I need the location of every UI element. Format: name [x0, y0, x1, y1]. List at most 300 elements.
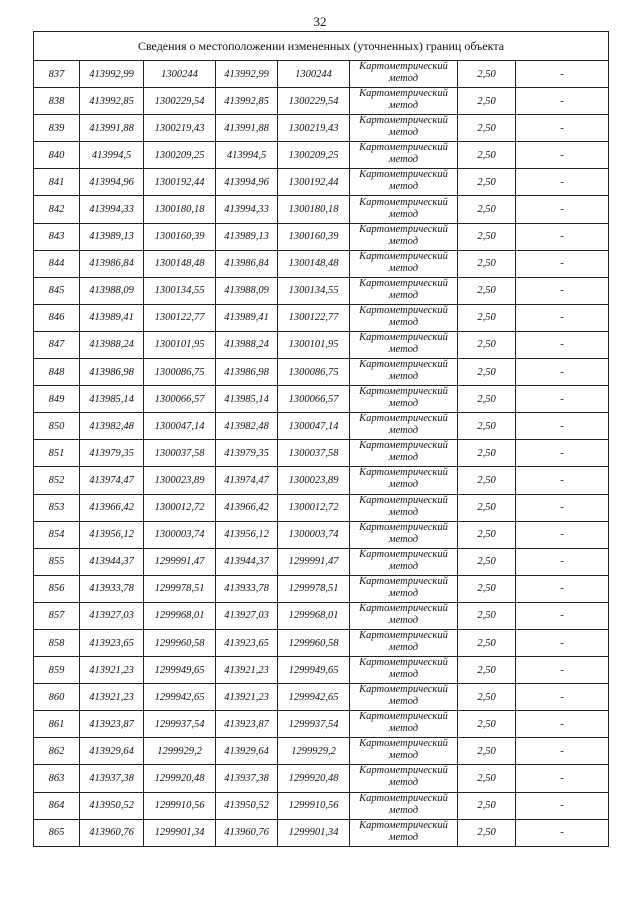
- method-cell: [350, 88, 458, 115]
- table-row: [34, 413, 609, 440]
- x-new-cell: 413994,33: [216, 196, 278, 223]
- point-number-cell: 860: [34, 684, 80, 711]
- y-new-cell: 1300160,39: [278, 223, 350, 250]
- method-line-1: Картометрический: [359, 196, 448, 208]
- y-existing-cell: 1300122,77: [144, 304, 216, 331]
- point-number-cell: 863: [34, 765, 80, 792]
- method-line-2: метод: [388, 127, 419, 139]
- accuracy-cell: 2,50: [458, 684, 516, 711]
- y-existing-cell: 1299929,2: [144, 738, 216, 765]
- x-existing-cell: 413937,38: [80, 765, 144, 792]
- description-cell: -: [516, 223, 609, 250]
- accuracy-cell: 2,50: [458, 467, 516, 494]
- method-line-1: Картометрический: [359, 765, 448, 777]
- method-line-1: Картометрический: [359, 711, 448, 723]
- method-line-2: метод: [388, 100, 419, 112]
- table-row: [34, 629, 609, 656]
- point-number-cell: 862: [34, 738, 80, 765]
- description-cell: -: [516, 386, 609, 413]
- point-number-cell: 856: [34, 575, 80, 602]
- method-line-1: Картометрический: [359, 331, 448, 343]
- table-row: [34, 467, 609, 494]
- point-number-cell: 840: [34, 142, 80, 169]
- y-new-cell: 1300122,77: [278, 304, 350, 331]
- table-row: [34, 304, 609, 331]
- x-existing-cell: 413986,84: [80, 250, 144, 277]
- y-new-cell: 1299978,51: [278, 575, 350, 602]
- y-existing-cell: 1299920,48: [144, 765, 216, 792]
- x-new-cell: 413989,41: [216, 304, 278, 331]
- description-cell: -: [516, 413, 609, 440]
- method-cell: [350, 61, 458, 88]
- table-row: [34, 657, 609, 684]
- x-existing-cell: 413921,23: [80, 657, 144, 684]
- method-cell: [350, 521, 458, 548]
- x-new-cell: 413991,88: [216, 115, 278, 142]
- accuracy-cell: 2,50: [458, 142, 516, 169]
- point-number-cell: 847: [34, 331, 80, 358]
- y-existing-cell: 1299991,47: [144, 548, 216, 575]
- table-row: [34, 494, 609, 521]
- accuracy-cell: 2,50: [458, 359, 516, 386]
- y-existing-cell: 1300148,48: [144, 250, 216, 277]
- point-number-cell: 848: [34, 359, 80, 386]
- description-cell: -: [516, 548, 609, 575]
- accuracy-cell: 2,50: [458, 61, 516, 88]
- method-cell: [350, 223, 458, 250]
- y-new-cell: 1300003,74: [278, 521, 350, 548]
- point-number-cell: 845: [34, 277, 80, 304]
- y-existing-cell: 1300244: [144, 61, 216, 88]
- accuracy-cell: 2,50: [458, 521, 516, 548]
- point-number-cell: 854: [34, 521, 80, 548]
- y-existing-cell: 1300066,57: [144, 386, 216, 413]
- accuracy-cell: 2,50: [458, 657, 516, 684]
- x-new-cell: 413950,52: [216, 792, 278, 819]
- x-existing-cell: 413966,42: [80, 494, 144, 521]
- x-new-cell: 413992,85: [216, 88, 278, 115]
- method-line-2: метод: [388, 452, 419, 464]
- method-line-2: метод: [388, 262, 419, 274]
- table-row: [34, 738, 609, 765]
- accuracy-cell: 2,50: [458, 575, 516, 602]
- accuracy-cell: 2,50: [458, 792, 516, 819]
- table-row: [34, 440, 609, 467]
- method-cell: [350, 765, 458, 792]
- x-existing-cell: 413988,09: [80, 277, 144, 304]
- y-new-cell: 1299949,65: [278, 657, 350, 684]
- description-cell: -: [516, 684, 609, 711]
- method-cell: [350, 331, 458, 358]
- method-cell: [350, 657, 458, 684]
- description-cell: -: [516, 521, 609, 548]
- x-new-cell: 413921,23: [216, 684, 278, 711]
- x-existing-cell: 413992,85: [80, 88, 144, 115]
- method-cell: [350, 440, 458, 467]
- y-existing-cell: 1299968,01: [144, 602, 216, 629]
- y-existing-cell: 1300037,58: [144, 440, 216, 467]
- method-line-1: Картометрический: [359, 61, 448, 73]
- description-cell: -: [516, 467, 609, 494]
- method-line-1: Картометрический: [359, 467, 448, 479]
- accuracy-cell: 2,50: [458, 88, 516, 115]
- point-number-cell: 838: [34, 88, 80, 115]
- table-title: Сведения о местоположении измененных (уточненных) границ объекта: [34, 32, 609, 61]
- y-existing-cell: 1300229,54: [144, 88, 216, 115]
- accuracy-cell: 2,50: [458, 386, 516, 413]
- point-number-cell: 844: [34, 250, 80, 277]
- y-existing-cell: 1300180,18: [144, 196, 216, 223]
- x-new-cell: 413923,87: [216, 711, 278, 738]
- x-new-cell: 413923,65: [216, 629, 278, 656]
- y-existing-cell: 1300086,75: [144, 359, 216, 386]
- accuracy-cell: 2,50: [458, 494, 516, 521]
- x-new-cell: 413944,37: [216, 548, 278, 575]
- y-existing-cell: 1300023,89: [144, 467, 216, 494]
- y-new-cell: 1299942,65: [278, 684, 350, 711]
- method-cell: [350, 386, 458, 413]
- method-cell: [350, 548, 458, 575]
- method-line-1: Картометрический: [359, 169, 448, 181]
- method-cell: [350, 738, 458, 765]
- table-row: [34, 792, 609, 819]
- y-existing-cell: 1299937,54: [144, 711, 216, 738]
- x-new-cell: 413986,98: [216, 359, 278, 386]
- method-line-2: метод: [388, 371, 419, 383]
- table-row: [34, 223, 609, 250]
- x-new-cell: 413986,84: [216, 250, 278, 277]
- y-existing-cell: 1299960,58: [144, 629, 216, 656]
- point-number-cell: 846: [34, 304, 80, 331]
- method-line-2: метод: [388, 723, 419, 735]
- method-cell: [350, 629, 458, 656]
- method-line-1: Картометрический: [359, 630, 448, 642]
- method-line-1: Картометрический: [359, 359, 448, 371]
- description-cell: -: [516, 440, 609, 467]
- x-existing-cell: 413927,03: [80, 602, 144, 629]
- method-line-1: Картометрический: [359, 819, 448, 831]
- y-new-cell: 1299929,2: [278, 738, 350, 765]
- point-number-cell: 855: [34, 548, 80, 575]
- method-cell: [350, 467, 458, 494]
- method-line-1: Картометрический: [359, 386, 448, 398]
- x-existing-cell: 413991,88: [80, 115, 144, 142]
- x-new-cell: 413966,42: [216, 494, 278, 521]
- x-new-cell: 413927,03: [216, 602, 278, 629]
- x-new-cell: 413985,14: [216, 386, 278, 413]
- table-row: [34, 61, 609, 88]
- y-existing-cell: 1299978,51: [144, 575, 216, 602]
- x-existing-cell: 413956,12: [80, 521, 144, 548]
- accuracy-cell: 2,50: [458, 711, 516, 738]
- method-line-1: Картометрический: [359, 440, 448, 452]
- method-line-1: Картометрический: [359, 88, 448, 100]
- y-new-cell: 1300229,54: [278, 88, 350, 115]
- description-cell: -: [516, 142, 609, 169]
- y-new-cell: 1300244: [278, 61, 350, 88]
- y-new-cell: 1300047,14: [278, 413, 350, 440]
- y-new-cell: 1300219,43: [278, 115, 350, 142]
- x-new-cell: 413921,23: [216, 657, 278, 684]
- y-existing-cell: 1300192,44: [144, 169, 216, 196]
- table-row: [34, 765, 609, 792]
- method-line-1: Картометрический: [359, 684, 448, 696]
- method-line-1: Картометрический: [359, 413, 448, 425]
- x-existing-cell: 413985,14: [80, 386, 144, 413]
- method-line-2: метод: [388, 316, 419, 328]
- x-existing-cell: 413982,48: [80, 413, 144, 440]
- y-existing-cell: 1300134,55: [144, 277, 216, 304]
- table-row: [34, 548, 609, 575]
- method-line-1: Картометрический: [359, 575, 448, 587]
- y-existing-cell: 1300160,39: [144, 223, 216, 250]
- method-line-1: Картометрический: [359, 142, 448, 154]
- y-new-cell: 1300209,25: [278, 142, 350, 169]
- method-line-1: Картометрический: [359, 792, 448, 804]
- y-new-cell: 1299991,47: [278, 548, 350, 575]
- method-line-2: метод: [388, 181, 419, 193]
- table-row: [34, 331, 609, 358]
- x-existing-cell: 413989,41: [80, 304, 144, 331]
- description-cell: -: [516, 657, 609, 684]
- method-line-1: Картометрический: [359, 250, 448, 262]
- point-number-cell: 843: [34, 223, 80, 250]
- accuracy-cell: 2,50: [458, 223, 516, 250]
- method-line-2: метод: [388, 831, 419, 843]
- method-cell: [350, 277, 458, 304]
- method-line-2: метод: [388, 479, 419, 491]
- description-cell: -: [516, 277, 609, 304]
- method-line-2: метод: [388, 235, 419, 247]
- method-line-2: метод: [388, 669, 419, 681]
- description-cell: -: [516, 250, 609, 277]
- method-cell: [350, 196, 458, 223]
- point-number-cell: 853: [34, 494, 80, 521]
- y-new-cell: 1300180,18: [278, 196, 350, 223]
- table-row: [34, 386, 609, 413]
- method-cell: [350, 684, 458, 711]
- x-existing-cell: 413929,64: [80, 738, 144, 765]
- x-existing-cell: 413994,5: [80, 142, 144, 169]
- y-new-cell: 1300066,57: [278, 386, 350, 413]
- x-new-cell: 413937,38: [216, 765, 278, 792]
- method-line-1: Картометрический: [359, 494, 448, 506]
- table-row: [34, 575, 609, 602]
- x-existing-cell: 413974,47: [80, 467, 144, 494]
- y-existing-cell: 1300209,25: [144, 142, 216, 169]
- table-row: [34, 196, 609, 223]
- method-line-2: метод: [388, 506, 419, 518]
- table-row: [34, 250, 609, 277]
- table-row: [34, 819, 609, 846]
- x-existing-cell: 413989,13: [80, 223, 144, 250]
- page-number: 32: [313, 14, 327, 29]
- x-existing-cell: 413923,65: [80, 629, 144, 656]
- accuracy-cell: 2,50: [458, 548, 516, 575]
- description-cell: -: [516, 331, 609, 358]
- method-line-2: метод: [388, 750, 419, 762]
- method-line-2: метод: [388, 614, 419, 626]
- y-new-cell: 1300148,48: [278, 250, 350, 277]
- description-cell: -: [516, 115, 609, 142]
- table-row: [34, 359, 609, 386]
- boundary-coordinates-table: [33, 31, 609, 847]
- point-number-cell: 861: [34, 711, 80, 738]
- accuracy-cell: 2,50: [458, 169, 516, 196]
- y-new-cell: 1300086,75: [278, 359, 350, 386]
- method-line-1: Картометрический: [359, 602, 448, 614]
- point-number-cell: 837: [34, 61, 80, 88]
- y-new-cell: 1300134,55: [278, 277, 350, 304]
- y-new-cell: 1300192,44: [278, 169, 350, 196]
- description-cell: -: [516, 711, 609, 738]
- point-number-cell: 859: [34, 657, 80, 684]
- x-new-cell: 413982,48: [216, 413, 278, 440]
- method-line-1: Картометрический: [359, 277, 448, 289]
- accuracy-cell: 2,50: [458, 331, 516, 358]
- y-existing-cell: 1299942,65: [144, 684, 216, 711]
- description-cell: -: [516, 196, 609, 223]
- accuracy-cell: 2,50: [458, 629, 516, 656]
- table-row: [34, 602, 609, 629]
- y-new-cell: 1299968,01: [278, 602, 350, 629]
- method-cell: [350, 494, 458, 521]
- description-cell: -: [516, 304, 609, 331]
- method-line-1: Картометрический: [359, 304, 448, 316]
- method-line-2: метод: [388, 154, 419, 166]
- accuracy-cell: 2,50: [458, 277, 516, 304]
- method-cell: [350, 359, 458, 386]
- y-new-cell: 1299910,56: [278, 792, 350, 819]
- x-existing-cell: 413950,52: [80, 792, 144, 819]
- method-line-1: Картометрический: [359, 521, 448, 533]
- point-number-cell: 839: [34, 115, 80, 142]
- table-row: [34, 684, 609, 711]
- table-row: [34, 115, 609, 142]
- x-existing-cell: 413933,78: [80, 575, 144, 602]
- method-line-1: Картометрический: [359, 738, 448, 750]
- point-number-cell: 857: [34, 602, 80, 629]
- method-line-1: Картометрический: [359, 657, 448, 669]
- method-line-1: Картометрический: [359, 223, 448, 235]
- point-number-cell: 858: [34, 629, 80, 656]
- method-line-1: Картометрический: [359, 115, 448, 127]
- description-cell: -: [516, 792, 609, 819]
- method-line-2: метод: [388, 343, 419, 355]
- x-new-cell: 413974,47: [216, 467, 278, 494]
- point-number-cell: 850: [34, 413, 80, 440]
- method-line-2: метод: [388, 777, 419, 789]
- x-new-cell: 413933,78: [216, 575, 278, 602]
- x-existing-cell: 413960,76: [80, 819, 144, 846]
- point-number-cell: 841: [34, 169, 80, 196]
- table-row: [34, 169, 609, 196]
- x-existing-cell: 413986,98: [80, 359, 144, 386]
- y-new-cell: 1300101,95: [278, 331, 350, 358]
- method-cell: [350, 142, 458, 169]
- y-existing-cell: 1300219,43: [144, 115, 216, 142]
- y-existing-cell: 1299901,34: [144, 819, 216, 846]
- table-header-row: [34, 32, 609, 61]
- y-existing-cell: 1300003,74: [144, 521, 216, 548]
- y-existing-cell: 1300012,72: [144, 494, 216, 521]
- accuracy-cell: 2,50: [458, 304, 516, 331]
- y-existing-cell: 1300101,95: [144, 331, 216, 358]
- x-existing-cell: 413992,99: [80, 61, 144, 88]
- y-existing-cell: 1300047,14: [144, 413, 216, 440]
- y-new-cell: 1300023,89: [278, 467, 350, 494]
- table-row: [34, 711, 609, 738]
- method-line-2: метод: [388, 208, 419, 220]
- accuracy-cell: 2,50: [458, 819, 516, 846]
- method-line-2: метод: [388, 533, 419, 545]
- accuracy-cell: 2,50: [458, 765, 516, 792]
- description-cell: -: [516, 494, 609, 521]
- method-line-2: метод: [388, 73, 419, 85]
- x-existing-cell: 413994,33: [80, 196, 144, 223]
- point-number-cell: 842: [34, 196, 80, 223]
- y-new-cell: 1299920,48: [278, 765, 350, 792]
- x-new-cell: 413956,12: [216, 521, 278, 548]
- accuracy-cell: 2,50: [458, 250, 516, 277]
- x-existing-cell: 413988,24: [80, 331, 144, 358]
- accuracy-cell: 2,50: [458, 115, 516, 142]
- y-existing-cell: 1299910,56: [144, 792, 216, 819]
- method-line-2: метод: [388, 642, 419, 654]
- method-cell: [350, 575, 458, 602]
- x-new-cell: 413994,96: [216, 169, 278, 196]
- x-new-cell: 413960,76: [216, 819, 278, 846]
- description-cell: -: [516, 88, 609, 115]
- x-new-cell: 413988,09: [216, 277, 278, 304]
- accuracy-cell: 2,50: [458, 738, 516, 765]
- method-line-2: метод: [388, 398, 419, 410]
- method-cell: [350, 711, 458, 738]
- description-cell: -: [516, 765, 609, 792]
- description-cell: -: [516, 169, 609, 196]
- x-new-cell: 413992,99: [216, 61, 278, 88]
- x-existing-cell: 413944,37: [80, 548, 144, 575]
- method-cell: [350, 169, 458, 196]
- x-new-cell: 413988,24: [216, 331, 278, 358]
- method-cell: [350, 304, 458, 331]
- point-number-cell: 864: [34, 792, 80, 819]
- x-existing-cell: 413923,87: [80, 711, 144, 738]
- description-cell: -: [516, 359, 609, 386]
- method-cell: [350, 115, 458, 142]
- method-cell: [350, 413, 458, 440]
- x-new-cell: 413929,64: [216, 738, 278, 765]
- description-cell: -: [516, 629, 609, 656]
- accuracy-cell: 2,50: [458, 440, 516, 467]
- point-number-cell: 851: [34, 440, 80, 467]
- method-line-2: метод: [388, 425, 419, 437]
- method-cell: [350, 792, 458, 819]
- description-cell: -: [516, 738, 609, 765]
- method-line-1: Картометрический: [359, 548, 448, 560]
- accuracy-cell: 2,50: [458, 602, 516, 629]
- table-row: [34, 277, 609, 304]
- table-row: [34, 521, 609, 548]
- table-row: [34, 142, 609, 169]
- x-existing-cell: 413979,35: [80, 440, 144, 467]
- table-row: [34, 88, 609, 115]
- point-number-cell: 849: [34, 386, 80, 413]
- point-number-cell: 852: [34, 467, 80, 494]
- method-cell: [350, 602, 458, 629]
- method-line-2: метод: [388, 696, 419, 708]
- accuracy-cell: 2,50: [458, 196, 516, 223]
